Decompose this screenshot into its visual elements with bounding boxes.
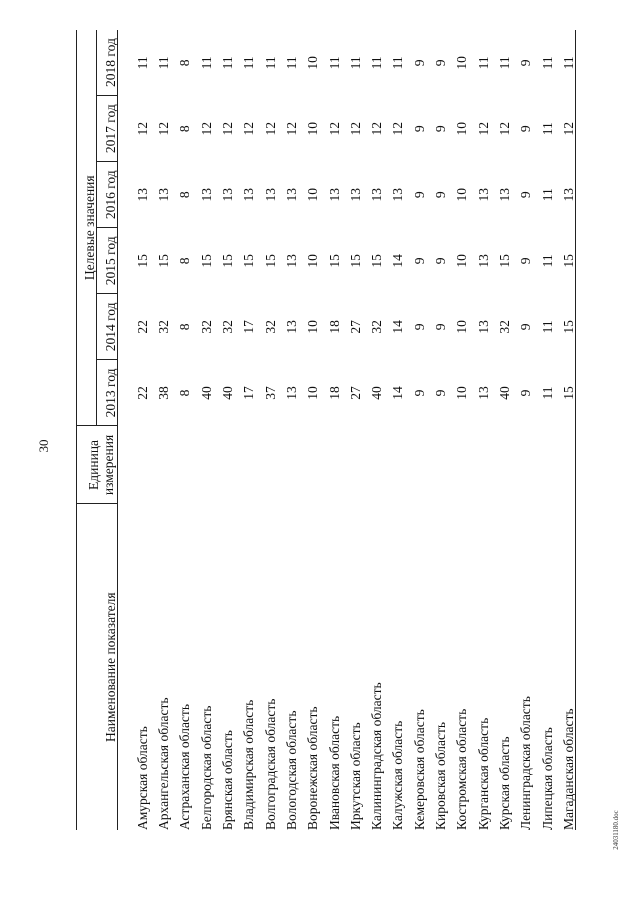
header-unit-line1: Единица (86, 439, 102, 490)
unit-cell (515, 426, 536, 504)
value-cell: 9 (518, 257, 534, 265)
table-top-rule (76, 30, 77, 830)
unit-cell (494, 426, 515, 504)
value-cell: 9 (411, 257, 427, 265)
value-cell: 9 (411, 191, 427, 199)
value-cell: 8 (177, 257, 193, 265)
value-cell: 32 (496, 320, 512, 334)
value-cell: 13 (134, 188, 150, 202)
value-cell: 10 (305, 254, 321, 268)
value-cell: 13 (283, 320, 299, 334)
value-cell: 13 (283, 254, 299, 268)
value-cell: 37 (262, 386, 278, 400)
value-cell: 11 (560, 56, 576, 70)
table-row (451, 30, 472, 830)
table-row (196, 30, 217, 830)
value-cell: 10 (305, 121, 321, 136)
value-cell: 14 (390, 320, 406, 334)
value-cell: 12 (156, 121, 172, 136)
value-cell: 9 (518, 191, 534, 199)
value-cell: 13 (262, 188, 278, 202)
region-name-cell: Ленинградская область (518, 696, 534, 830)
value-cell: 9 (518, 125, 534, 133)
unit-cell (132, 426, 153, 504)
value-cell: 10 (454, 254, 470, 268)
value-cell: 11 (539, 188, 555, 202)
value-cell: 13 (347, 188, 363, 202)
region-name-cell: Брянская область (220, 730, 236, 830)
value-cell: 10 (454, 188, 470, 202)
region-name-cell: Иркутская область (347, 722, 363, 830)
unit-cell (281, 426, 302, 504)
value-cell: 9 (518, 323, 534, 331)
value-cell: 15 (560, 386, 576, 400)
region-name-cell: Белгородская область (198, 705, 214, 830)
value-cell: 15 (369, 254, 385, 268)
region-name-cell: Курская область (496, 736, 512, 830)
value-cell: 15 (262, 254, 278, 268)
value-cell: 8 (177, 191, 193, 199)
value-cell: 15 (134, 254, 150, 268)
value-cell: 13 (496, 188, 512, 202)
unit-cell (430, 426, 451, 504)
header-year-2015: 2015 год (97, 228, 118, 294)
value-cell: 12 (369, 121, 385, 136)
table-row (430, 30, 451, 830)
value-cell: 12 (283, 121, 299, 136)
unit-cell (451, 426, 472, 504)
value-cell: 15 (560, 320, 576, 334)
value-cell: 10 (305, 188, 321, 202)
unit-cell (302, 426, 323, 504)
value-cell: 10 (305, 56, 321, 70)
region-name-cell: Калужская область (390, 720, 406, 830)
value-cell: 15 (156, 254, 172, 268)
value-cell: 9 (411, 389, 427, 397)
value-cell: 8 (177, 125, 193, 133)
value-cell: 15 (347, 254, 363, 268)
value-cell: 10 (305, 386, 321, 400)
value-cell: 9 (411, 125, 427, 133)
region-name-cell: Вологодская область (283, 710, 299, 830)
value-cell: 9 (518, 59, 534, 67)
value-cell: 15 (220, 254, 236, 268)
value-cell: 11 (262, 56, 278, 70)
value-cell: 11 (539, 254, 555, 268)
region-name-cell: Владимирская область (241, 699, 257, 830)
header-year-2018: 2018 год (97, 30, 118, 96)
value-cell: 40 (198, 386, 214, 400)
value-cell: 15 (198, 254, 214, 268)
value-cell: 11 (475, 56, 491, 70)
unit-cell (345, 426, 366, 504)
value-cell: 11 (539, 122, 555, 136)
value-cell: 9 (411, 323, 427, 331)
value-cell: 13 (283, 386, 299, 400)
value-cell: 9 (433, 59, 449, 67)
footer-document-code: 24031180.doc (612, 810, 620, 850)
value-cell: 18 (326, 386, 342, 400)
value-cell: 13 (283, 188, 299, 202)
indicator-table (76, 30, 579, 830)
value-cell: 18 (326, 320, 342, 334)
value-cell: 13 (475, 188, 491, 202)
value-cell: 32 (156, 320, 172, 334)
value-cell: 9 (433, 257, 449, 265)
value-cell: 32 (198, 320, 214, 334)
header-target-values: Целевые значения (76, 30, 97, 426)
value-cell: 38 (156, 386, 172, 400)
value-cell: 10 (454, 386, 470, 400)
value-cell: 11 (496, 56, 512, 70)
value-cell: 14 (390, 254, 406, 268)
value-cell: 27 (347, 386, 363, 400)
value-cell: 8 (177, 59, 193, 67)
value-cell: 32 (262, 320, 278, 334)
value-cell: 9 (433, 323, 449, 331)
region-name-cell: Калининградская область (369, 682, 385, 830)
table-row (515, 30, 536, 830)
unit-cell (366, 426, 387, 504)
region-name-cell: Волгоградская область (262, 698, 278, 830)
value-cell: 8 (177, 323, 193, 331)
value-cell: 13 (475, 386, 491, 400)
value-cell: 11 (326, 56, 342, 70)
value-cell: 11 (369, 56, 385, 70)
header-year-2014: 2014 год (97, 294, 118, 360)
value-cell: 13 (560, 188, 576, 202)
value-cell: 11 (539, 320, 555, 334)
page-number: 30 (36, 439, 51, 453)
value-cell: 12 (475, 121, 491, 136)
header-year-2017: 2017 год (97, 96, 118, 162)
region-name-cell: Костромская область (454, 708, 470, 830)
value-cell: 9 (433, 389, 449, 397)
table-row (175, 30, 196, 830)
table-body (118, 30, 580, 830)
value-cell: 9 (433, 125, 449, 133)
unit-cell (537, 426, 558, 504)
unit-cell (260, 426, 281, 504)
value-cell: 9 (411, 59, 427, 67)
value-cell: 8 (177, 389, 193, 397)
indicator-table-container (76, 30, 576, 830)
value-cell: 11 (156, 56, 172, 70)
unit-cell (217, 426, 238, 504)
table-row (494, 30, 515, 830)
value-cell: 12 (220, 121, 236, 136)
table-row (302, 30, 323, 830)
value-cell: 10 (454, 121, 470, 136)
table-row (388, 30, 409, 830)
value-cell: 17 (241, 386, 257, 400)
region-name-cell: Липецкая область (539, 727, 555, 830)
value-cell: 9 (518, 389, 534, 397)
value-cell: 10 (305, 320, 321, 334)
value-cell: 11 (390, 56, 406, 70)
table-bottom-rule (575, 30, 576, 830)
header-unit-line2: измерения (101, 434, 117, 496)
unit-cell (388, 426, 409, 504)
unit-cell (175, 426, 196, 504)
value-cell: 13 (369, 188, 385, 202)
table-row (238, 30, 259, 830)
value-cell: 13 (475, 320, 491, 334)
value-cell: 40 (369, 386, 385, 400)
value-cell: 14 (390, 386, 406, 400)
value-cell: 9 (433, 191, 449, 199)
region-name-cell: Амурская область (134, 726, 150, 830)
value-cell: 12 (326, 121, 342, 136)
value-cell: 40 (220, 386, 236, 400)
table-row (366, 30, 387, 830)
value-cell: 27 (347, 320, 363, 334)
value-cell: 15 (326, 254, 342, 268)
value-cell: 22 (134, 320, 150, 334)
value-cell: 13 (198, 188, 214, 202)
header-year-2016: 2016 год (97, 162, 118, 228)
value-cell: 12 (198, 121, 214, 136)
value-cell: 11 (241, 56, 257, 70)
table-row (281, 30, 302, 830)
value-cell: 22 (134, 386, 150, 400)
value-cell: 10 (454, 56, 470, 70)
table-row (260, 30, 281, 830)
value-cell: 11 (198, 56, 214, 70)
region-name-cell: Астраханская область (177, 704, 193, 830)
region-name-cell: Курганская область (475, 717, 491, 830)
header-indicator-name: Наименование показателя (76, 504, 118, 830)
value-cell: 13 (475, 254, 491, 268)
value-cell: 12 (241, 121, 257, 136)
value-cell: 15 (560, 254, 576, 268)
table-row (537, 30, 558, 830)
header-unit (76, 426, 118, 504)
value-cell: 11 (134, 56, 150, 70)
table-row (345, 30, 366, 830)
table-row (558, 30, 579, 830)
value-cell: 11 (539, 56, 555, 70)
value-cell: 15 (241, 254, 257, 268)
unit-cell (558, 426, 579, 504)
value-cell: 11 (347, 56, 363, 70)
header-year-2013: 2013 год (97, 360, 118, 426)
value-cell: 12 (496, 121, 512, 136)
value-cell: 13 (241, 188, 257, 202)
table-spacer-row (118, 30, 133, 830)
unit-cell (409, 426, 430, 504)
value-cell: 12 (560, 121, 576, 136)
value-cell: 15 (496, 254, 512, 268)
value-cell: 11 (539, 386, 555, 400)
region-name-cell: Архангельская область (156, 697, 172, 830)
value-cell: 13 (156, 188, 172, 202)
value-cell: 13 (220, 188, 236, 202)
region-name-cell: Воронежская область (305, 706, 321, 830)
table-row (409, 30, 430, 830)
value-cell: 12 (134, 121, 150, 136)
unit-cell (196, 426, 217, 504)
value-cell: 40 (496, 386, 512, 400)
value-cell: 13 (326, 188, 342, 202)
region-name-cell: Магаданская область (560, 708, 576, 830)
table-row (324, 30, 345, 830)
value-cell: 13 (390, 188, 406, 202)
value-cell: 32 (220, 320, 236, 334)
value-cell: 12 (262, 121, 278, 136)
value-cell: 11 (220, 56, 236, 70)
table-row (132, 30, 153, 830)
value-cell: 32 (369, 320, 385, 334)
value-cell: 11 (283, 56, 299, 70)
region-name-cell: Кемеровская область (411, 709, 427, 830)
unit-cell (473, 426, 494, 504)
table-row (473, 30, 494, 830)
region-name-cell: Ивановская область (326, 715, 342, 830)
header-row-1 (76, 30, 97, 830)
region-name-cell: Кировская область (433, 721, 449, 830)
value-cell: 12 (347, 121, 363, 136)
unit-cell (238, 426, 259, 504)
unit-cell (153, 426, 174, 504)
table-row (153, 30, 174, 830)
unit-cell (324, 426, 345, 504)
table-row (217, 30, 238, 830)
value-cell: 17 (241, 320, 257, 334)
value-cell: 10 (454, 320, 470, 334)
value-cell: 12 (390, 121, 406, 136)
